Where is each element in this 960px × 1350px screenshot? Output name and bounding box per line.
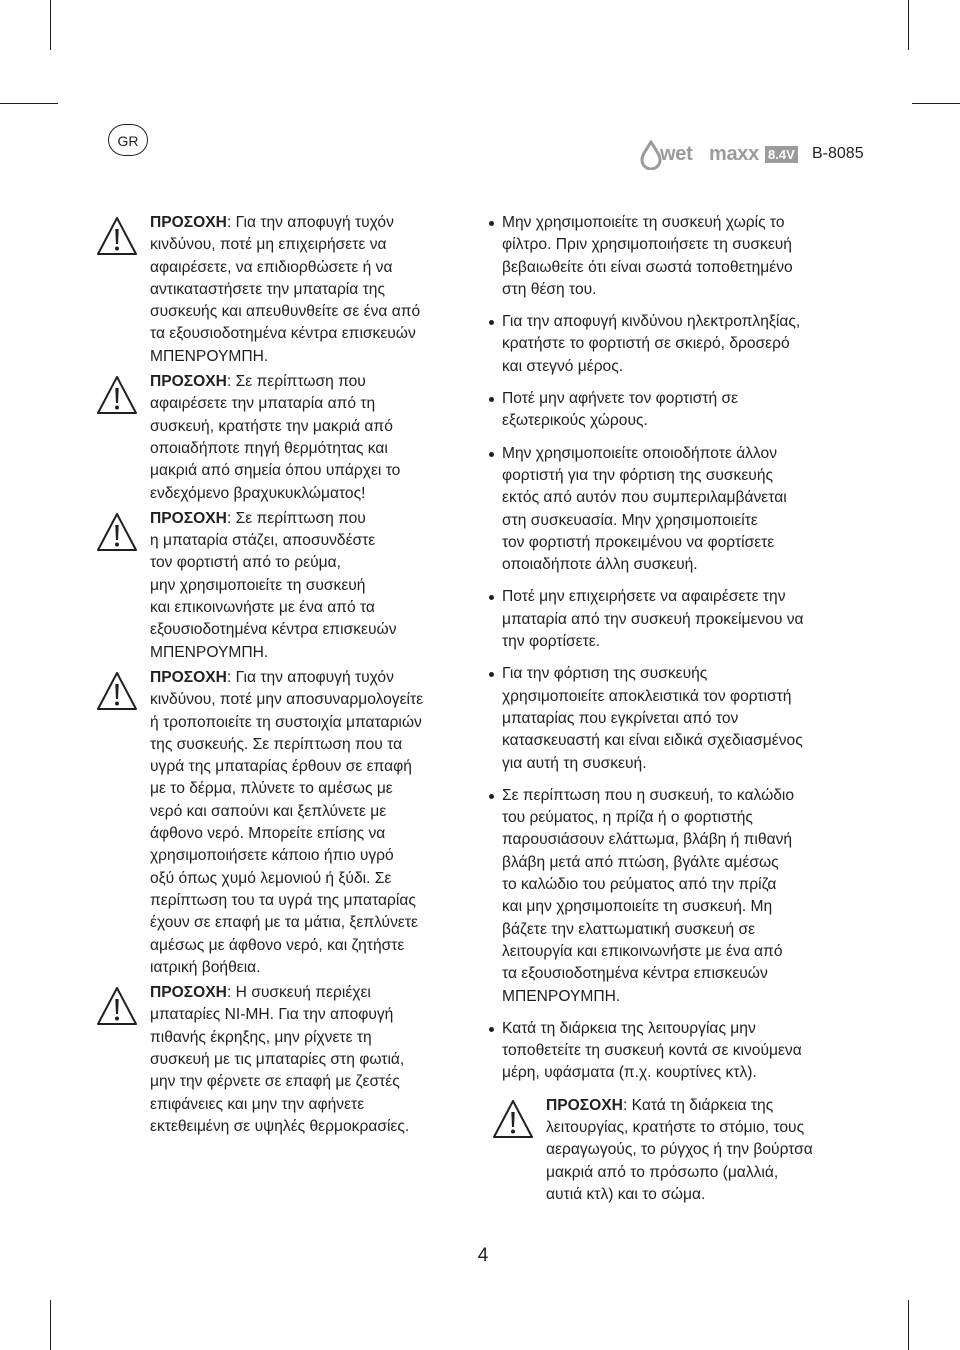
warning-line-text: : Σε περίπτωση που <box>226 509 366 527</box>
crop-mark-top-right-horizontal <box>912 103 960 104</box>
warning-line: μακριά από το πρόσωπο (μαλλιά, <box>546 1163 779 1181</box>
bullet-line: Μην χρησιμοποιείτε οποιοδήποτε άλλον <box>502 444 778 462</box>
warning-line <box>150 508 471 530</box>
left-column <box>96 212 471 1141</box>
warning-label: ΠΡΟΣΟΧΗ <box>150 214 227 231</box>
crop-mark-top-right-vertical <box>908 0 909 50</box>
warning-line: χρησιμοποιήσετε κάποιο ήπιο υγρό <box>150 847 394 865</box>
bullet-item <box>486 212 870 301</box>
warning-line <box>546 1095 870 1117</box>
warning-line: κινδύνου, ποτέ μη επιχειρήσετε να <box>150 236 387 254</box>
warning-line: και επικοινωνήστε με ένα από τα <box>150 599 375 617</box>
bullet-item <box>486 388 870 433</box>
warning-line: της συσκευής. Σε περίπτωση που τα <box>150 735 403 753</box>
warning-line <box>150 371 471 393</box>
model-number: B-8085 <box>812 145 864 162</box>
bullet-line: κατασκευαστή και είναι ειδικά σχεδιασμένος <box>502 732 803 750</box>
warning-line: οποιαδήποτε πηγή θερμότητας και <box>150 439 388 457</box>
bullet-line: οποιαδήποτε άλλη συσκευή. <box>502 556 698 574</box>
warning-line: αφαιρέσετε, να επιδιορθώσετε ή να <box>150 258 393 276</box>
warning-label: ΠΡΟΣΟΧΗ <box>150 373 227 391</box>
warning-label: ΠΡΟΣΟΧΗ <box>150 984 227 1002</box>
bullet-line: Μην χρησιμοποιείτε τη συσκευή χωρίς το <box>502 214 785 231</box>
bullet-item <box>486 663 870 774</box>
bullet-line: του ρεύματος, η πρίζα ή ο φορτιστής <box>502 809 753 827</box>
warning-label: ΠΡΟΣΟΧΗ <box>150 668 227 686</box>
warning-line: τα εξουσιοδοτημένα κέντρα επισκευών <box>150 325 416 343</box>
warning-line: επιφάνειες και μην την αφήνετε <box>150 1095 365 1113</box>
warning-line <box>150 667 471 689</box>
bullet-line: στη θέση του. <box>502 280 597 298</box>
warning-line: κινδύνου, ποτέ μην αποσυναρμολογείτε <box>150 691 424 709</box>
warning-line-text: : Κατά τη διάρκεια της <box>622 1096 774 1114</box>
warning-line: ή τροποποιείτε τη συστοιχία μπαταριών <box>150 713 422 731</box>
warning-block <box>96 982 471 1138</box>
bullet-line: Για την φόρτιση της συσκευής <box>502 665 708 683</box>
bullet-line: Ποτέ μην αφήνετε τον φορτιστή σε <box>502 390 739 408</box>
warning-line-text: : Η συσκευή περιέχει <box>226 984 371 1002</box>
warning-line: αφαιρέσετε την μπαταρία από τη <box>150 395 376 413</box>
warning-block <box>492 1095 870 1206</box>
warning-line: μην χρησιμοποιείτε τη συσκευή <box>150 576 366 594</box>
bullet-line: βλάβη μετά από πτώση, βγάλτε αμέσως <box>502 853 779 871</box>
warning-line: λειτουργίας, κρατήστε το στόμιο, τους <box>546 1118 805 1136</box>
warning-line: αυτιά κτλ) και το σώμα. <box>546 1185 706 1203</box>
brand-voltage-badge: 8.4V <box>765 146 798 163</box>
bullet-line: παρουσιάσουν ελάττωμα, βλάβη ή πιθανή <box>502 831 793 849</box>
bullet-line: εκτός από αυτόν που συμπεριλαμβάνεται <box>502 489 787 507</box>
bullet-item <box>486 443 870 577</box>
warning-line: συσκευή, κρατήστε την μακριά από <box>150 417 393 435</box>
bullet-line: μπαταρία από την συσκευή προκείμενου να <box>502 610 804 628</box>
warning-line-text: : Σε περίπτωση που <box>226 373 366 391</box>
bullet-line: Κατά τη διάρκεια της λειτουργίας μην <box>502 1019 756 1037</box>
bullet-line: κρατήστε το φορτιστή σε σκιερό, δροσερό <box>502 335 790 353</box>
warning-line: αμέσως με άφθονο νερό, και ζητήστε <box>150 936 405 954</box>
warning-text <box>150 212 471 368</box>
bullet-line: φίλτρο. Πριν χρησιμοποιήσετε τη συσκευή <box>502 236 792 254</box>
bullet-line: λειτουργία και επικοινωνήστε με ένα από <box>502 942 783 960</box>
warning-line: μπαταρίες NI-MH. Για την αποφυγή <box>150 1006 394 1024</box>
warning-text <box>150 508 471 664</box>
bullet-line: την φορτίσετε. <box>502 633 601 651</box>
warning-line-text: : Για την αποφυγή τυχόν <box>226 214 394 231</box>
crop-mark-top-left-vertical <box>50 0 51 50</box>
warning-label: ΠΡΟΣΟΧΗ <box>546 1096 623 1114</box>
warning-triangle-icon <box>96 512 138 552</box>
bullet-line: τον φορτιστή προκειμένου να φορτίσετε <box>502 533 775 551</box>
bullet-line: τα εξουσιοδοτημένα κέντρα επισκευών <box>502 965 768 983</box>
warning-label: ΠΡΟΣΟΧΗ <box>150 509 227 527</box>
warning-line: ΜΠΕΝΡΟΥΜΠΗ. <box>150 347 269 365</box>
bullet-item <box>486 785 870 1008</box>
warning-block <box>96 371 471 505</box>
brand-maxx: maxx <box>709 143 759 165</box>
bullet-line: Σε περίπτωση που η συσκευή, το καλώδιο <box>502 786 795 804</box>
warning-line: ιατρική βοήθεια. <box>150 958 261 976</box>
warning-line: άφθονο νερό. Μπορείτε επίσης να <box>150 825 386 843</box>
page-number: 4 <box>477 1245 489 1266</box>
warning-block <box>96 508 471 664</box>
warning-text <box>150 982 471 1138</box>
warning-line: πιθανής έκρηξης, μην ρίχνετε τη <box>150 1028 372 1046</box>
warning-line: αεραγωγούς, το ρύγχος ή την βούρτσα <box>546 1141 813 1159</box>
warning-text <box>150 371 471 505</box>
warning-line: ΜΠΕΝΡΟΥΜΠΗ. <box>150 643 269 661</box>
bullet-line: εξωτερικούς χώρους. <box>502 412 648 430</box>
warning-block <box>96 212 471 368</box>
bullet-line: Για την αποφυγή κινδύνου ηλεκτροπληξίας, <box>502 313 801 331</box>
brand-logo <box>640 140 870 170</box>
warning-line: με το δέρμα, πλύνετε το αμέσως με <box>150 780 393 798</box>
warning-triangle-icon <box>96 216 138 256</box>
warning-line: εκτεθειμένη σε υψηλές θερμοκρασίες. <box>150 1117 410 1135</box>
warning-line <box>150 212 471 234</box>
warning-line: συσκευή με τις μπαταρίες στη φωτιά, <box>150 1050 405 1068</box>
warning-block <box>96 667 471 979</box>
brand-wet: wet <box>660 143 693 165</box>
bullet-item <box>486 311 870 378</box>
warning-line: υγρά της μπαταρίας έρθουν σε επαφή <box>150 758 412 776</box>
language-badge: GR <box>108 124 148 156</box>
warning-triangle-icon <box>96 375 138 415</box>
bullet-line: χρησιμοποιείτε αποκλειστικά τον φορτιστή <box>502 687 792 705</box>
warning-line: αντικαταστήσετε την μπαταρία της <box>150 280 385 298</box>
warning-line <box>150 982 471 1004</box>
bullet-list <box>486 212 870 1085</box>
warning-line: τον φορτιστή από το ρεύμα, <box>150 554 341 572</box>
bullet-item <box>486 1018 870 1085</box>
warning-line: η μπαταρία στάζει, αποσυνδέστε <box>150 532 376 550</box>
crop-mark-top-left-horizontal <box>0 103 58 104</box>
bullet-line: στη συσκευασία. Μην χρησιμοποιείτε <box>502 511 758 529</box>
bullet-line: Ποτέ μην επιχειρήσετε να αφαιρέσετε την <box>502 588 786 606</box>
warning-line: περίπτωση του τα υγρά της μπαταρίας <box>150 891 416 909</box>
bullet-line: βάζετε την ελαττωματική συσκευή σε <box>502 920 756 938</box>
bullet-line: μέρη, υφάσματα (π.χ. κουρτίνες κτλ). <box>502 1064 757 1082</box>
warning-line: νερό και σαπούνι και ξεπλύνετε με <box>150 802 387 820</box>
warning-line: εξουσιοδοτημένα κέντρα επισκευών <box>150 621 397 639</box>
water-drop-icon <box>640 140 662 170</box>
bullet-item <box>486 586 870 653</box>
warning-line-text: : Για την αποφυγή τυχόν <box>226 668 394 686</box>
bullet-line: φορτιστή για την φόρτιση της συσκευής <box>502 466 774 484</box>
warning-line: μακριά από σημεία όπου υπάρχει το <box>150 462 401 480</box>
warning-text <box>150 667 471 979</box>
warning-triangle-icon <box>492 1099 534 1139</box>
warning-line: έχουν σε επαφή με τα μάτια, ξεπλύνετε <box>150 914 418 932</box>
warning-line: συσκευής και απευθυνθείτε σε ένα από <box>150 303 421 321</box>
warning-line: ενδεχόμενο βραχυκυκλώματος! <box>150 484 366 502</box>
bullet-line: για αυτή τη συσκευή. <box>502 754 647 772</box>
bullet-line: τοποθετείτε τη συσκευή κοντά σε κινούμενα <box>502 1042 802 1060</box>
bullet-line: και στεγνό μέρος. <box>502 357 624 375</box>
bullet-line: ΜΠΕΝΡΟΥΜΠΗ. <box>502 987 621 1005</box>
bullet-line: και μην χρησιμοποιείτε τη συσκευή. Μη <box>502 898 773 916</box>
bullet-line: το καλώδιο του ρεύματος από την πρίζα <box>502 876 777 894</box>
bullet-line: μπαταρίας που εγκρίνεται από τον <box>502 709 739 727</box>
warning-triangle-icon <box>96 986 138 1026</box>
warning-line: μην την φέρνετε σε επαφή με ζεστές <box>150 1073 400 1091</box>
crop-mark-bottom-left-vertical <box>50 1300 51 1350</box>
right-column <box>486 212 870 1209</box>
crop-mark-bottom-right-vertical <box>908 1300 909 1350</box>
warning-line: οξύ όπως χυμό λεμονιού ή ξύδι. Σε <box>150 869 392 887</box>
bullet-line: βεβαιωθείτε ότι είναι σωστά τοποθετημένο <box>502 258 793 276</box>
warning-text <box>546 1095 870 1206</box>
warning-triangle-icon <box>96 671 138 711</box>
